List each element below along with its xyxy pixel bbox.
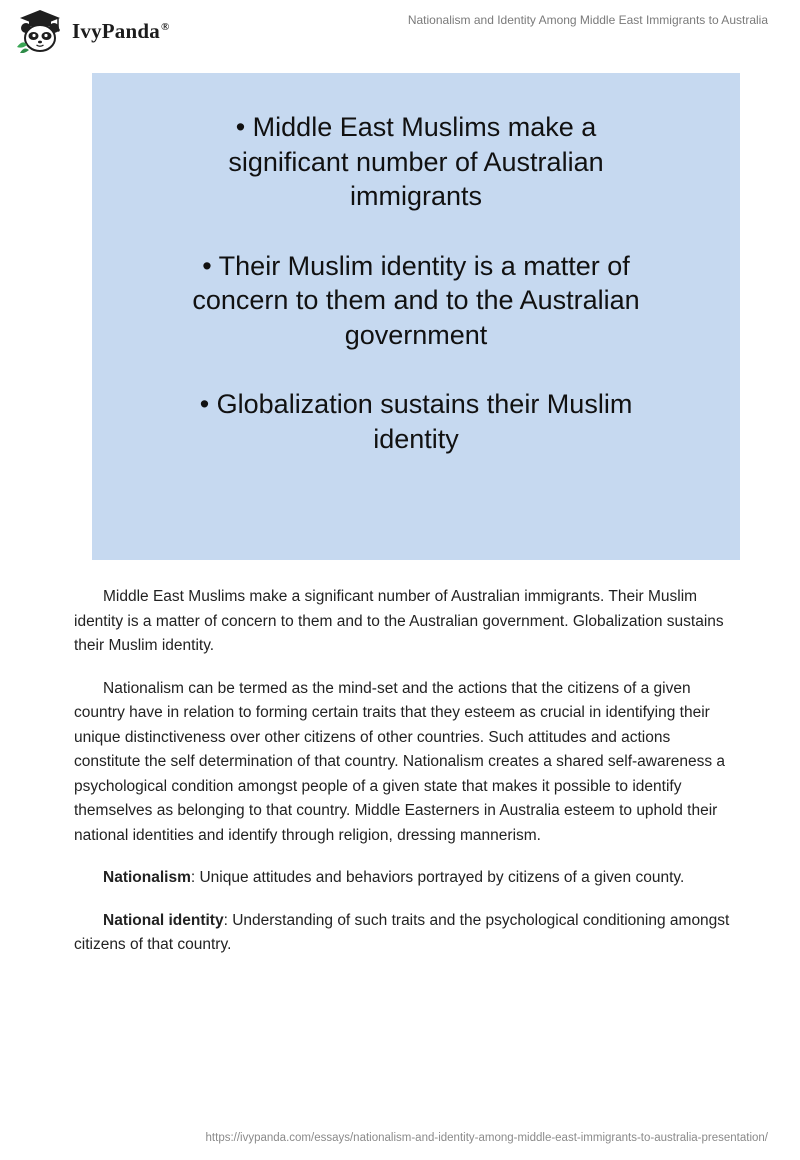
presentation-slide xyxy=(92,73,740,560)
slide-bullet: • Their Muslim identity is a matter of concern to them and to the Australian government xyxy=(192,250,640,350)
logo-wordmark: IvyPanda® xyxy=(72,18,170,43)
source-url-link[interactable]: https://ivypanda.com/essays/nationalism-and-identity-among-middle-east-immigrants-to-australia-presentation/ xyxy=(205,1132,768,1144)
slide-bullet: • Middle East Muslims make a significant number of Australian immigrants xyxy=(228,112,604,211)
document-title: Nationalism and Identity Among Middle East Immigrants to Australia xyxy=(407,13,768,27)
definition-term: National identity xyxy=(103,911,224,929)
definition-text: : Understanding of such traits and the psychological conditioning amongst citizens of that country. xyxy=(74,911,730,953)
definition-term: Nationalism xyxy=(103,869,191,886)
page-header xyxy=(0,0,800,60)
slide-bullet: • Globalization sustains their Muslim identity xyxy=(199,389,633,454)
slide-bullet-list xyxy=(92,110,740,491)
ivypanda-logo[interactable] xyxy=(14,9,169,53)
definition-text: : Unique attitudes and behaviors portrayed by citizens of a given county. xyxy=(190,869,685,886)
definition-paragraph xyxy=(74,866,734,891)
body-paragraph: Middle East Muslims make a significant number of Australian immigrants. Their Muslim identity is a matter of concern to them and to the Australian government. Globalization sustains their Muslim identity. xyxy=(74,588,724,654)
body-paragraph: Nationalism can be termed as the mind-set and the actions that the citizens of a given country have in relation to forming certain traits that they esteem as crucial in identifying their unique distinctiveness over other citizens of other countries. Such attitudes and actions constitute the self determination of that country. Nationalism creates a shared self-awareness a psychological condition amongst people of a given state that makes it possible to identify themselves as belonging to that country. Middle Easterners in Australia esteem to uphold their national identities and identify through religion, dressing mannerism. xyxy=(74,679,726,844)
definition-paragraph xyxy=(74,909,734,958)
essay-body xyxy=(74,585,734,976)
panda-graduate-icon xyxy=(14,9,66,53)
